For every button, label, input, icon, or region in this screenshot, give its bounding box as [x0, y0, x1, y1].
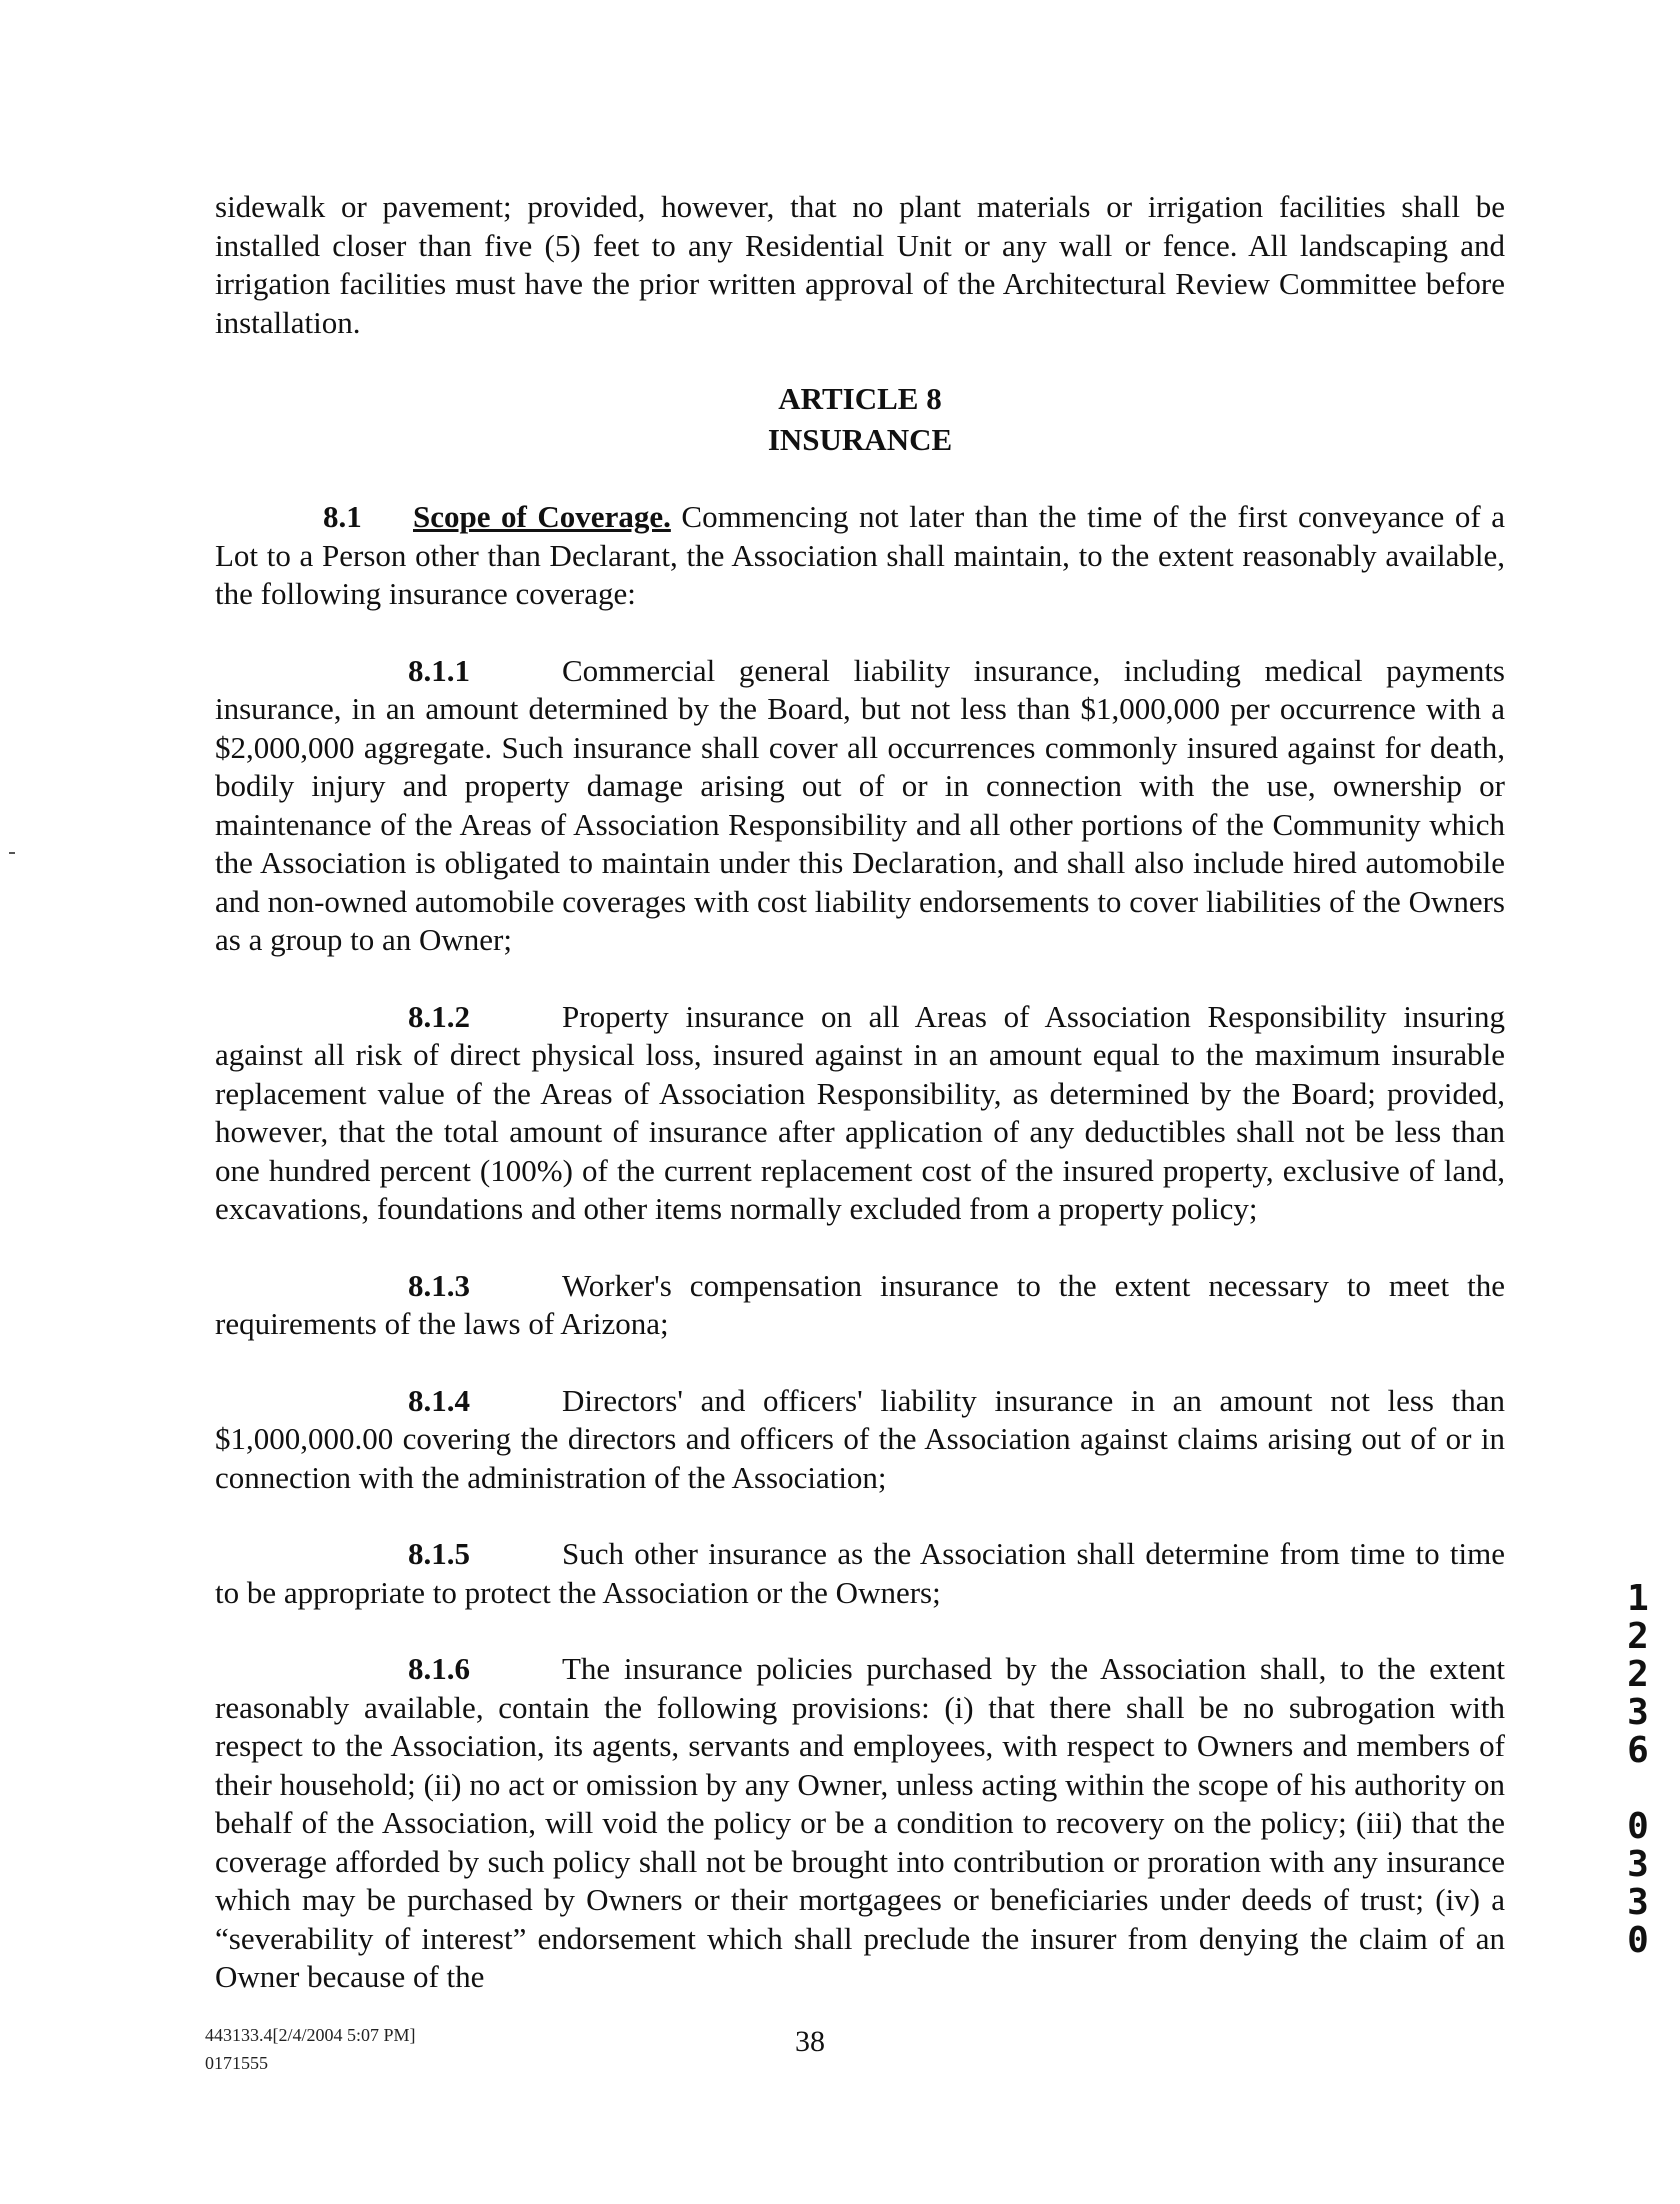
subsection-text: Worker's compensation insurance to the extent necessary to meet the requirements of the laws of Arizona; [215, 1267, 1505, 1341]
section-number: 8.1 [323, 499, 362, 534]
subsection-text: The insurance policies purchased by the Association shall, to the extent reasonably available, contain the following provisions: (i) that there shall be no subrogation with respect to the Association, its agents, servants and employees, with respect to Owners and members of their household; (ii) no act or omission by any Owner, unless acting within the scope of his authority on behalf of the Association, will void the policy or be a condition to recovery on the policy; (iii) that the coverage afforded by such policy shall not be brought into contribution or proration with any insurance which may be purchased by Owners or their mortgagees or beneficiaries under deeds of trust; (iv) a “severability of interest” endorsement which shall preclude the insurer from denying the claim of an Owner because of the [215, 1651, 1505, 1994]
subsection-8-1-3 [215, 1267, 1505, 1344]
section-text: Commencing not later than the time of the first conveyance of a Lot to a Person other than Declarant, the Association shall maintain, to the extent reasonably available, the following insurance coverage: [215, 499, 1506, 611]
subsection-number: 8.1.1 [408, 652, 470, 688]
article-heading: ARTICLE 8 [778, 381, 942, 416]
subsection-text: Property insurance on all Areas of Association Responsibility insuring against all risk of direct physical loss, insured against in an amount equal to the maximum insurable replacement value of the Areas of Association Responsibility, as determined by the Board; provided, however, that the total amount of insurance after application of any deductibles shall not be less than one hundred percent (100%) of the current replacement cost of the insured property, exclusive of land, excavations, foundations and other items normally excluded from a property policy; [215, 998, 1505, 1226]
article-title: INSURANCE [767, 422, 953, 457]
subsection-number: 8.1.5 [408, 1536, 470, 1571]
stamp-digit: 2 [1627, 1616, 1649, 1657]
subsection-number: 8.1.4 [408, 1382, 470, 1418]
stamp-digit: 2 [1627, 1654, 1649, 1695]
footer-doc-ref: 443133.4[2/4/2004 5:07 PM] [205, 2025, 416, 2045]
stamp-digit: 3 [1627, 1882, 1649, 1923]
document-body [215, 188, 1505, 1997]
page-number: 38 [795, 2025, 825, 2058]
recording-stamp [1618, 1580, 1658, 1960]
subsection-8-1-5 [215, 1535, 1505, 1612]
margin-mark [9, 852, 15, 854]
footer-doc-code: 0171555 [205, 2053, 268, 2073]
stamp-digit: 3 [1627, 1692, 1649, 1733]
stamp-digit: 3 [1627, 1844, 1649, 1885]
subsection-8-1-1 [215, 652, 1505, 960]
stamp-line-2 [1618, 1808, 1658, 1960]
stamp-digit: 1 [1627, 1578, 1649, 1619]
subsection-number: 8.1.3 [408, 1267, 470, 1303]
section-title: Scope of Coverage. [413, 499, 671, 534]
stamp-digit: 6 [1627, 1730, 1649, 1771]
subsection-8-1-2 [215, 998, 1505, 1229]
subsection-text: Directors' and officers' liability insurance in an amount not less than $1,000,000.00 covering the directors and officers of the Association against claims arising out of or in connection with the administration of the Association; [215, 1382, 1505, 1495]
subsection-8-1-4 [215, 1382, 1505, 1498]
section-8-1 [215, 498, 1505, 614]
stamp-digit: 0 [1627, 1806, 1649, 1847]
subsection-8-1-6 [215, 1650, 1505, 1997]
intro-paragraph: sidewalk or pavement; provided, however, that no plant materials or irrigation facilities shall be installed closer than five (5) feet to any Residential Unit or any wall or fence. All landscaping and irrigation facilities must have the prior written approval of the Architectural Review Committee before installation. [215, 189, 1505, 340]
subsection-text: Commercial general liability insurance, including medical payments insurance, in an amount determined by the Board, but not less than $1,000,000 per occurrence with a $2,000,000 aggregate. Such insurance shall cover all occurrences commonly insured against for death, bodily injury and property damage arising out of or in connection with the use, ownership or maintenance of the Areas of Association Responsibility and all other portions of the Community which the Association is obligated to maintain under this Declaration, and shall also include hired automobile and non-owned automobile coverages with cost liability endorsements to cover liabilities of the Owners as a group to an Owner; [215, 652, 1505, 957]
subsection-text: Such other insurance as the Association shall determine from time to time to be appropriate to protect the Association or the Owners; [215, 1536, 1505, 1610]
stamp-digit: 0 [1627, 1920, 1649, 1961]
stamp-line-1 [1618, 1580, 1658, 1770]
footer-document-id [205, 2021, 416, 2077]
subsection-number: 8.1.2 [408, 998, 470, 1034]
subsection-number: 8.1.6 [408, 1651, 470, 1686]
